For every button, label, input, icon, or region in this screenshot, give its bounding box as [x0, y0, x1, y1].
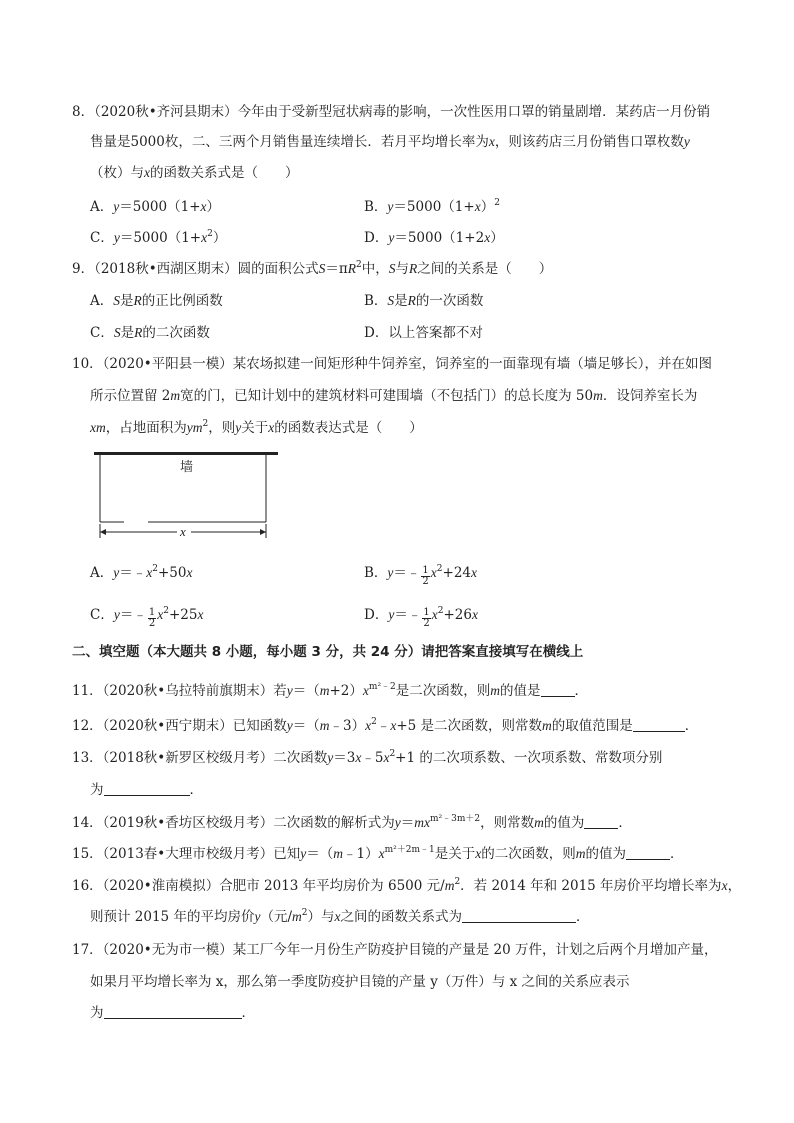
dimension-arrow-left [100, 529, 106, 535]
q17-line3: 为 ． [90, 1005, 255, 1021]
q17-line1: 17．（2020•无为市一模）某工厂今年一月份生产防疫护目镜的产量是 20 万件，计划之后两个月增加产量， [72, 942, 718, 958]
q8-option-c[interactable]: C．$y=5000(1+x^2)$ [90, 229, 227, 246]
answer-blank[interactable] [541, 683, 575, 697]
q9-option-a[interactable]: A．S是R的正比例函数 [90, 293, 223, 309]
answer-blank[interactable] [626, 846, 670, 860]
q9-line1: 9．（2018秋•西湖区期末）圆的面积公式$S=\pi R^2$中，S与R之间的关系是（ ） [72, 260, 553, 277]
q16-line2: 则预计 2015 年的平均房价y（元$/m^2$）与x之间的函数关系式为 ． [90, 908, 590, 925]
q13-line2: 为 ． [90, 782, 203, 798]
q10-line1: 10．（2020•平阳县一模）某农场拟建一间矩形种牛饲养室，饲养室的一面靠现有墙（墙足够长），并在如图 [72, 356, 712, 372]
q9-option-c[interactable]: C．S是R的二次函数 [90, 325, 210, 341]
x-label: x [180, 524, 186, 539]
q12: 12．（2020秋•西宁期末）已知函数$y=(m﹣3)x^2﹣x+5$ 是二次函数，则常数m的取值范围是 ． [72, 717, 699, 734]
q10-option-c[interactable]: C．y＝﹣ $\frac{1}{2}$ $x^2+25x$ [90, 606, 204, 629]
q10-line3: xm，占地面积为$ym^2$，则y关于x的函数表达式是（ ） [90, 419, 423, 436]
q16-line1: 16．（2020•淮南模拟）合肥市 2013 年平均房价为 6500 元$/m^2$．若 2014 年和 2015 年房价平均增长率为x， [72, 877, 742, 894]
answer-blank[interactable] [584, 815, 618, 829]
pen-diagram [94, 452, 278, 544]
q15: 15．（2013春•大理市校级月考）已知$y=(m﹣1)x^{m^2+2m﹣1}$是关于x的二次函数，则m的值为 ． [72, 845, 684, 862]
q8-option-a[interactable]: A．y＝5000（1+x） [90, 199, 221, 215]
q17-line2: 如果月平均增长率为 x，那么第一季度防疫护目镜的产量 y（万件）与 x 之间的关系应表示 [90, 974, 630, 990]
q10-option-b[interactable]: B．y＝﹣ $\frac{1}{2}$ $x^2+24x$ [364, 564, 478, 587]
wall-label: 墙 [180, 460, 194, 475]
q8-option-d[interactable]: D．y＝5000（1+2x） [364, 230, 504, 246]
q9-option-d[interactable]: D．以上答案都不对 [364, 325, 483, 341]
dimension-arrow-right [260, 529, 266, 535]
q10-option-d[interactable]: D．y＝﹣ $\frac{1}{2}$ $x^2+26x$ [364, 606, 478, 629]
section-title: 二、填空题（本大题共 8 小题，每小题 3 分，共 24 分）请把答案直接填写在横线上 [72, 644, 584, 660]
fraction-half: $\frac{1}{2}$ [422, 565, 429, 587]
fraction-half: $\frac{1}{2}$ [148, 607, 156, 629]
answer-blank[interactable] [104, 1005, 242, 1019]
q8-line1: 8．（2020秋•齐河县期末）今年由于受新型冠状病毒的影响，一次性医用口罩的销量剧增．某药店一月份销 [72, 104, 711, 120]
answer-blank[interactable] [462, 909, 576, 923]
fraction-half: $\frac{1}{2}$ [423, 607, 430, 629]
q10-line2: 所示位置留 2m宽的门，已知计划中的建筑材料可建围墙（不包括门）的总长度为 50m．设饲养室长为 [90, 388, 698, 404]
q10-option-a[interactable]: A．$y=﹣x^2+50x$ [90, 564, 193, 581]
q11: 11．（2020秋•乌拉特前旗期末）若$y=(m+2)x^{m^2﹣2}$是二次函数，则m的值是 ． [72, 682, 589, 699]
q8-line2: 售量是5000枚，二、三两个月销售量连续增长．若月平均增长率为x，则该药店三月份销售口罩枚数y [90, 134, 690, 150]
q14: 14．（2019秋•香坊区校级月考）二次函数的解析式为$y=mx^{m^2﹣3m+2}$，则常数m的值为 ． [72, 814, 632, 831]
answer-blank[interactable] [104, 782, 190, 796]
q9-option-b[interactable]: B．S是R的一次函数 [364, 293, 484, 309]
q13-line1: 13．（2018秋•新罗区校级月考）二次函数$y=3x﹣5x^2+1$ 的二次项系数、一次项系数、常数项分别 [72, 749, 663, 766]
q8-option-b[interactable]: B．$y=5000(1+x)^2$ [364, 198, 500, 215]
q8-line3: （枚）与x的函数关系式是（ ） [90, 165, 299, 181]
answer-blank[interactable] [633, 718, 685, 732]
